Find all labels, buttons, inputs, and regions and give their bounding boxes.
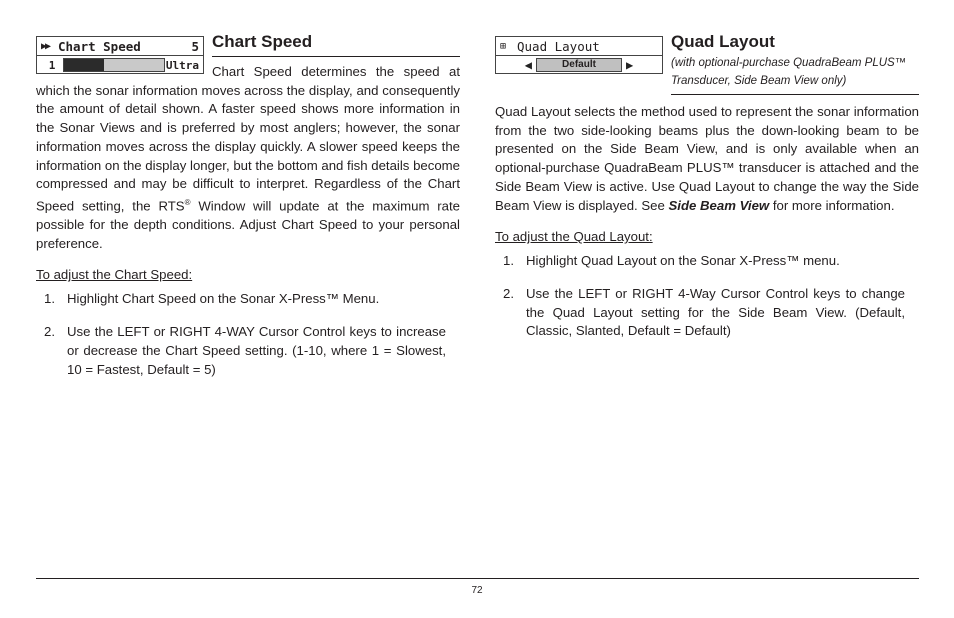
body-text: selects the method used to represent the sonar information from the two side-looking beams plus the down-looking beam to be presented on the Side Beam View, and is only available when an optional-purchase QuadraBeam PLUS™ transducer is attached and the Side Beam View is active. Use Quad Layout to change the way the Side Beam View is displayed. See <box>495 104 919 213</box>
step-text: Highlight Chart Speed on the Sonar X-Press™ Menu. <box>67 291 380 307</box>
step-number: 1. <box>44 291 55 307</box>
body-text: determines the speed at which the sonar information moves across the display, and consequently the amount of detail shown. A faster speed shows more information in the Sonar Views and is preferred by most anglers; however, the sonar information moves across the display quickly. A slower speed keeps the information on the display longer, but the bottom and fish details become compressed and may be difficult to interpret. Regardless of the Chart Speed setting, the RTS <box>36 64 461 214</box>
section-subtitle: (with optional-purchase QuadraBeam PLUS™ Transducer, Side Beam View only) <box>671 54 919 95</box>
procedure-steps <box>495 252 919 341</box>
step-number: 1. <box>503 253 514 269</box>
step-text: Highlight Quad Layout on the Sonar X-Press™ menu. <box>526 253 840 269</box>
chevron-double-right-icon: ▶▶ <box>41 40 50 52</box>
quad-grid-icon: ⊞ <box>500 40 505 52</box>
quad-layout-menu-widget <box>495 36 663 74</box>
section-body <box>36 63 460 253</box>
step-text: Use the LEFT or RIGHT 4-WAY Cursor Control keys to increase or decrease the Chart Speed setting. (1-10, where 1 = Slowest, 10 = Fastest, Default = 5) <box>67 324 446 377</box>
step-number: 2. <box>44 324 55 340</box>
body-lead: Chart Speed <box>212 64 292 79</box>
arrow-left-icon: ◀ <box>524 58 532 72</box>
list-item <box>36 290 460 309</box>
step-number: 2. <box>503 285 514 301</box>
widget-value: 5 <box>191 38 199 54</box>
section-title: Chart Speed <box>212 32 460 57</box>
widget-label: Chart Speed <box>58 38 141 54</box>
procedure-heading: To adjust the Chart Speed: <box>36 267 193 283</box>
body-lead: Quad Layout <box>495 104 571 119</box>
registered-mark: ® <box>184 197 191 207</box>
body-text-end: Window will update at the maximum rate possible for the depth conditions. Adjust Chart Speed to your personal preference. <box>36 198 460 251</box>
slider-fill <box>64 59 104 71</box>
section-body <box>495 103 919 215</box>
page-number: 72 <box>471 585 483 596</box>
section-title: Quad Layout <box>671 32 775 51</box>
list-item <box>495 285 919 341</box>
body-text-end: for more information. <box>769 197 895 213</box>
slider-max-label: Ultra <box>165 58 199 72</box>
chart-speed-section <box>36 32 460 393</box>
slider-min-label: 1 <box>48 58 56 72</box>
footer-rule <box>36 578 919 579</box>
widget-label: Quad Layout <box>517 38 600 54</box>
procedure-steps <box>36 290 460 379</box>
list-item <box>495 252 919 271</box>
widget-value: Default <box>536 58 622 72</box>
arrow-right-icon: ▶ <box>626 58 634 72</box>
list-item <box>36 323 460 379</box>
chart-speed-slider <box>63 58 165 72</box>
procedure-heading: To adjust the Quad Layout: <box>495 229 653 245</box>
step-text: Use the LEFT or RIGHT 4-Way Cursor Control keys to change the Quad Layout setting for the Side Beam View. (Default, Classic, Slanted, Default = Default) <box>526 285 905 339</box>
cross-reference-link[interactable]: Side Beam View <box>668 197 770 213</box>
quad-layout-section <box>495 32 919 355</box>
chart-speed-menu-widget <box>36 36 204 74</box>
